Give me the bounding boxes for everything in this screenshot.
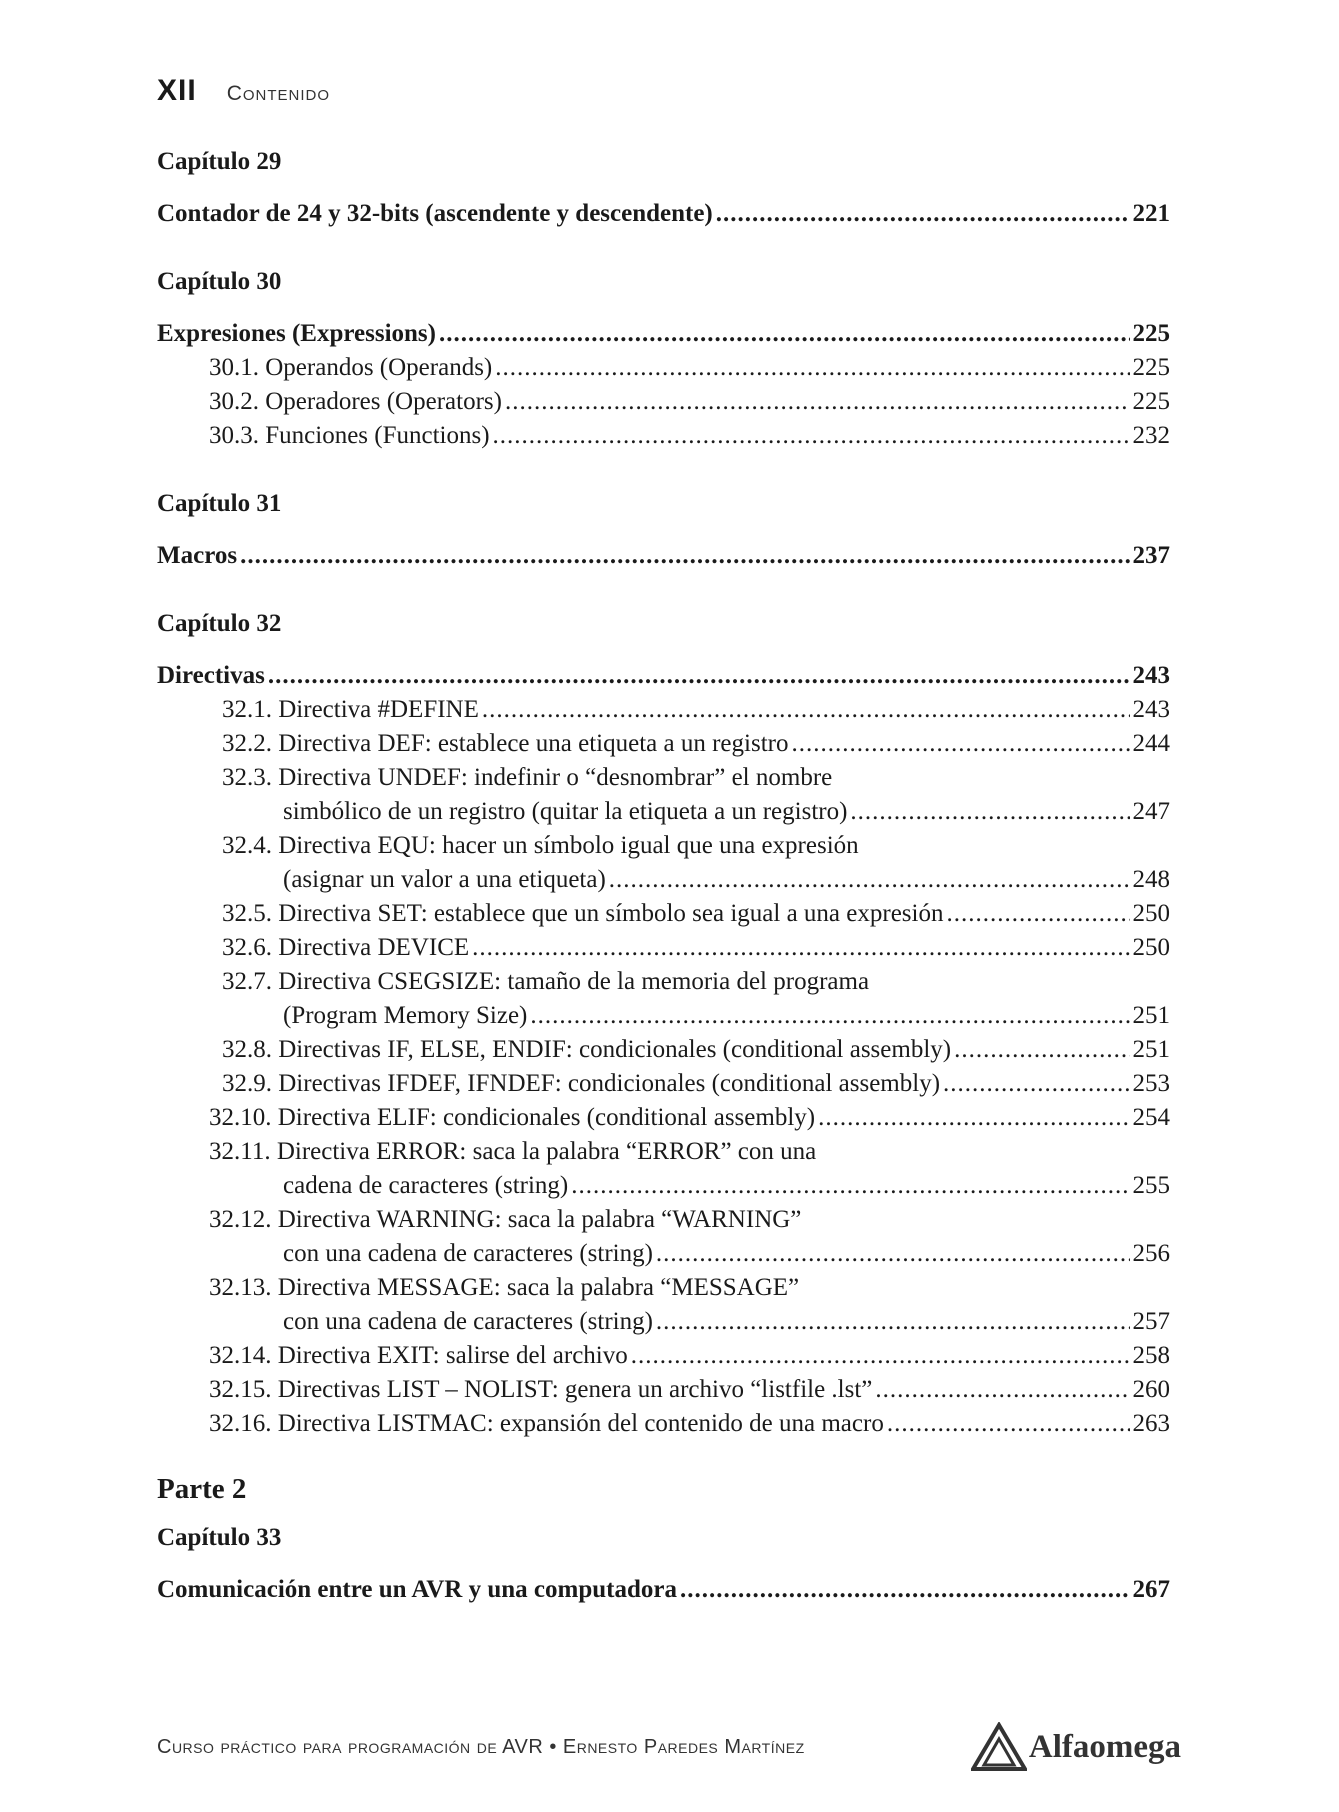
- toc-title: 32.13. Directiva MESSAGE: saca la palabra “MESSAGE”: [209, 1274, 800, 1301]
- toc-entry-section[interactable]: [157, 351, 1170, 385]
- toc-page: 247: [1132, 798, 1170, 825]
- toc-title: 32.14. Directiva EXIT: salirse del archivo: [209, 1342, 628, 1369]
- toc-entry-section[interactable]: [157, 385, 1170, 419]
- table-of-contents: [157, 145, 1170, 1607]
- leader-dots: [482, 693, 1130, 727]
- toc-page: 254: [1132, 1104, 1170, 1131]
- toc-title: 32.15. Directivas LIST – NOLIST: genera un archivo “listfile .lst”: [209, 1376, 873, 1403]
- toc-title: 30.1. Operandos (Operands): [209, 354, 493, 381]
- toc-entry-section-line1[interactable]: [157, 1271, 1170, 1305]
- toc-title: Expresiones (Expressions): [157, 320, 436, 347]
- toc-title: 32.10. Directiva ELIF: condicionales (conditional assembly): [209, 1104, 816, 1131]
- toc-title: 30.2. Operadores (Operators): [209, 388, 502, 415]
- toc-title-continued: cadena de caracteres (string): [283, 1172, 569, 1199]
- toc-title: 32.6. Directiva DEVICE: [222, 934, 470, 961]
- toc-entry-section[interactable]: [157, 897, 1170, 931]
- toc-entry-section[interactable]: [157, 727, 1170, 761]
- toc-entry-section[interactable]: [157, 1101, 1170, 1135]
- toc-entry-section-line1[interactable]: [157, 965, 1170, 999]
- toc-page: 255: [1132, 1172, 1170, 1199]
- toc-title-continued: con una cadena de caracteres (string): [283, 1308, 653, 1335]
- toc-entry-section-line1[interactable]: [157, 761, 1170, 795]
- page-number: XII: [157, 74, 197, 107]
- toc-entry-chapter[interactable]: [157, 1573, 1170, 1607]
- part-label: Parte 2: [157, 1473, 247, 1505]
- toc-title: 32.4. Directiva EQU: hacer un símbolo igual que una expresión: [222, 832, 859, 859]
- toc-entry-section-line2[interactable]: [157, 1305, 1170, 1339]
- toc-page: 253: [1132, 1070, 1170, 1097]
- toc-page: 221: [1132, 200, 1170, 227]
- toc-title: 32.9. Directivas IFDEF, IFNDEF: condicionales (conditional assembly): [222, 1070, 941, 1097]
- toc-page: 251: [1132, 1002, 1170, 1029]
- toc-title: Macros: [157, 542, 238, 569]
- toc-entry-section-line2[interactable]: [157, 1237, 1170, 1271]
- toc-title: 30.3. Funciones (Functions): [209, 422, 490, 449]
- leader-dots: [472, 931, 1129, 965]
- toc-entry-section[interactable]: [157, 931, 1170, 965]
- leader-dots: [505, 385, 1130, 419]
- leader-dots: [571, 1169, 1129, 1203]
- leader-dots: [268, 659, 1130, 693]
- leader-dots: [495, 351, 1129, 385]
- toc-title: Comunicación entre un AVR y una computadora: [157, 1576, 677, 1603]
- toc-title: 32.2. Directiva DEF: establece una etiqueta a un registro: [222, 730, 789, 757]
- leader-dots: [656, 1237, 1130, 1271]
- toc-page: 248: [1132, 866, 1170, 893]
- toc-title-continued: con una cadena de caracteres (string): [283, 1240, 653, 1267]
- toc-title: 32.1. Directiva #DEFINE: [222, 696, 479, 723]
- leader-dots: [716, 197, 1130, 231]
- leader-dots: [875, 1373, 1129, 1407]
- toc-title: Contador de 24 y 32-bits (ascendente y descendente): [157, 200, 713, 227]
- toc-entry-chapter[interactable]: [157, 197, 1170, 231]
- leader-dots: [240, 539, 1129, 573]
- toc-title: Directivas: [157, 662, 265, 689]
- toc-page: 244: [1132, 730, 1170, 757]
- toc-entry-section-line2[interactable]: [157, 795, 1170, 829]
- toc-page: 258: [1132, 1342, 1170, 1369]
- toc-title-continued: (asignar un valor a una etiqueta): [283, 866, 606, 893]
- toc-entry-section-line1[interactable]: [157, 1135, 1170, 1169]
- chapter-label: Capítulo 32: [157, 610, 282, 637]
- toc-title: 32.16. Directiva LISTMAC: expansión del contenido de una macro: [209, 1410, 884, 1437]
- toc-entry-section[interactable]: [157, 1373, 1170, 1407]
- toc-page: 243: [1132, 662, 1170, 689]
- toc-page: 225: [1132, 354, 1170, 381]
- alfaomega-triangle-icon: [971, 1722, 1027, 1772]
- toc-title-continued: (Program Memory Size): [283, 1002, 528, 1029]
- publisher-name: Alfaomega: [1028, 1728, 1181, 1765]
- leader-dots: [943, 1067, 1129, 1101]
- toc-entry-chapter[interactable]: [157, 659, 1170, 693]
- section-title: Contenido: [226, 82, 331, 105]
- leader-dots: [954, 1033, 1129, 1067]
- toc-page: 250: [1132, 900, 1170, 927]
- toc-entry-section[interactable]: [157, 693, 1170, 727]
- publisher-logo: [971, 1722, 1181, 1772]
- leader-dots: [530, 999, 1129, 1033]
- toc-entry-section[interactable]: [157, 1407, 1170, 1441]
- leader-dots: [493, 419, 1130, 453]
- toc-title: 32.5. Directiva SET: establece que un símbolo sea igual a una expresión: [222, 900, 944, 927]
- toc-entry-section-line2[interactable]: [157, 1169, 1170, 1203]
- chapter-label: Capítulo 30: [157, 268, 282, 295]
- leader-dots: [887, 1407, 1130, 1441]
- page-header: [157, 74, 330, 108]
- toc-entry-section-line2[interactable]: [157, 863, 1170, 897]
- toc-entry-section-line1[interactable]: [157, 1203, 1170, 1237]
- leader-dots: [791, 727, 1129, 761]
- toc-title: 32.8. Directivas IF, ELSE, ENDIF: condicionales (conditional assembly): [222, 1036, 952, 1063]
- toc-title: 32.11. Directiva ERROR: saca la palabra “ERROR” con una: [209, 1138, 817, 1165]
- toc-entry-chapter[interactable]: [157, 317, 1170, 351]
- page-footer: [157, 1722, 1181, 1772]
- toc-page: 263: [1132, 1410, 1170, 1437]
- toc-page: 257: [1132, 1308, 1170, 1335]
- toc-title-continued: simbólico de un registro (quitar la etiqueta a un registro): [283, 798, 848, 825]
- leader-dots: [850, 795, 1129, 829]
- toc-entry-section-line2[interactable]: [157, 999, 1170, 1033]
- book-title-footer: Curso práctico para programación de AVR • Ernesto Paredes Martínez: [157, 1735, 805, 1758]
- toc-page: 256: [1132, 1240, 1170, 1267]
- toc-page: 260: [1132, 1376, 1170, 1403]
- toc-page: 267: [1132, 1576, 1170, 1603]
- chapter-label: Capítulo 33: [157, 1524, 282, 1551]
- toc-page: 232: [1132, 422, 1170, 449]
- chapter-label: Capítulo 31: [157, 490, 282, 517]
- leader-dots: [818, 1101, 1129, 1135]
- leader-dots: [609, 863, 1130, 897]
- toc-page: 237: [1132, 542, 1170, 569]
- toc-title: 32.12. Directiva WARNING: saca la palabra “WARNING”: [209, 1206, 802, 1233]
- toc-page: 225: [1132, 388, 1170, 415]
- leader-dots: [656, 1305, 1130, 1339]
- toc-entry-chapter[interactable]: [157, 539, 1170, 573]
- leader-dots: [946, 897, 1129, 931]
- toc-title: 32.7. Directiva CSEGSIZE: tamaño de la memoria del programa: [222, 968, 870, 995]
- toc-page: 251: [1132, 1036, 1170, 1063]
- chapter-label: Capítulo 29: [157, 148, 282, 175]
- toc-page: 250: [1132, 934, 1170, 961]
- toc-entry-section[interactable]: [157, 1033, 1170, 1067]
- leader-dots: [439, 317, 1130, 351]
- toc-entry-section[interactable]: [157, 419, 1170, 453]
- leader-dots: [680, 1573, 1130, 1607]
- toc-title: 32.3. Directiva UNDEF: indefinir o “desnombrar” el nombre: [222, 764, 833, 791]
- toc-page: 243: [1132, 696, 1170, 723]
- toc-entry-section-line1[interactable]: [157, 829, 1170, 863]
- toc-entry-section[interactable]: [157, 1339, 1170, 1373]
- toc-entry-section[interactable]: [157, 1067, 1170, 1101]
- toc-page: 225: [1132, 320, 1170, 347]
- leader-dots: [631, 1339, 1130, 1373]
